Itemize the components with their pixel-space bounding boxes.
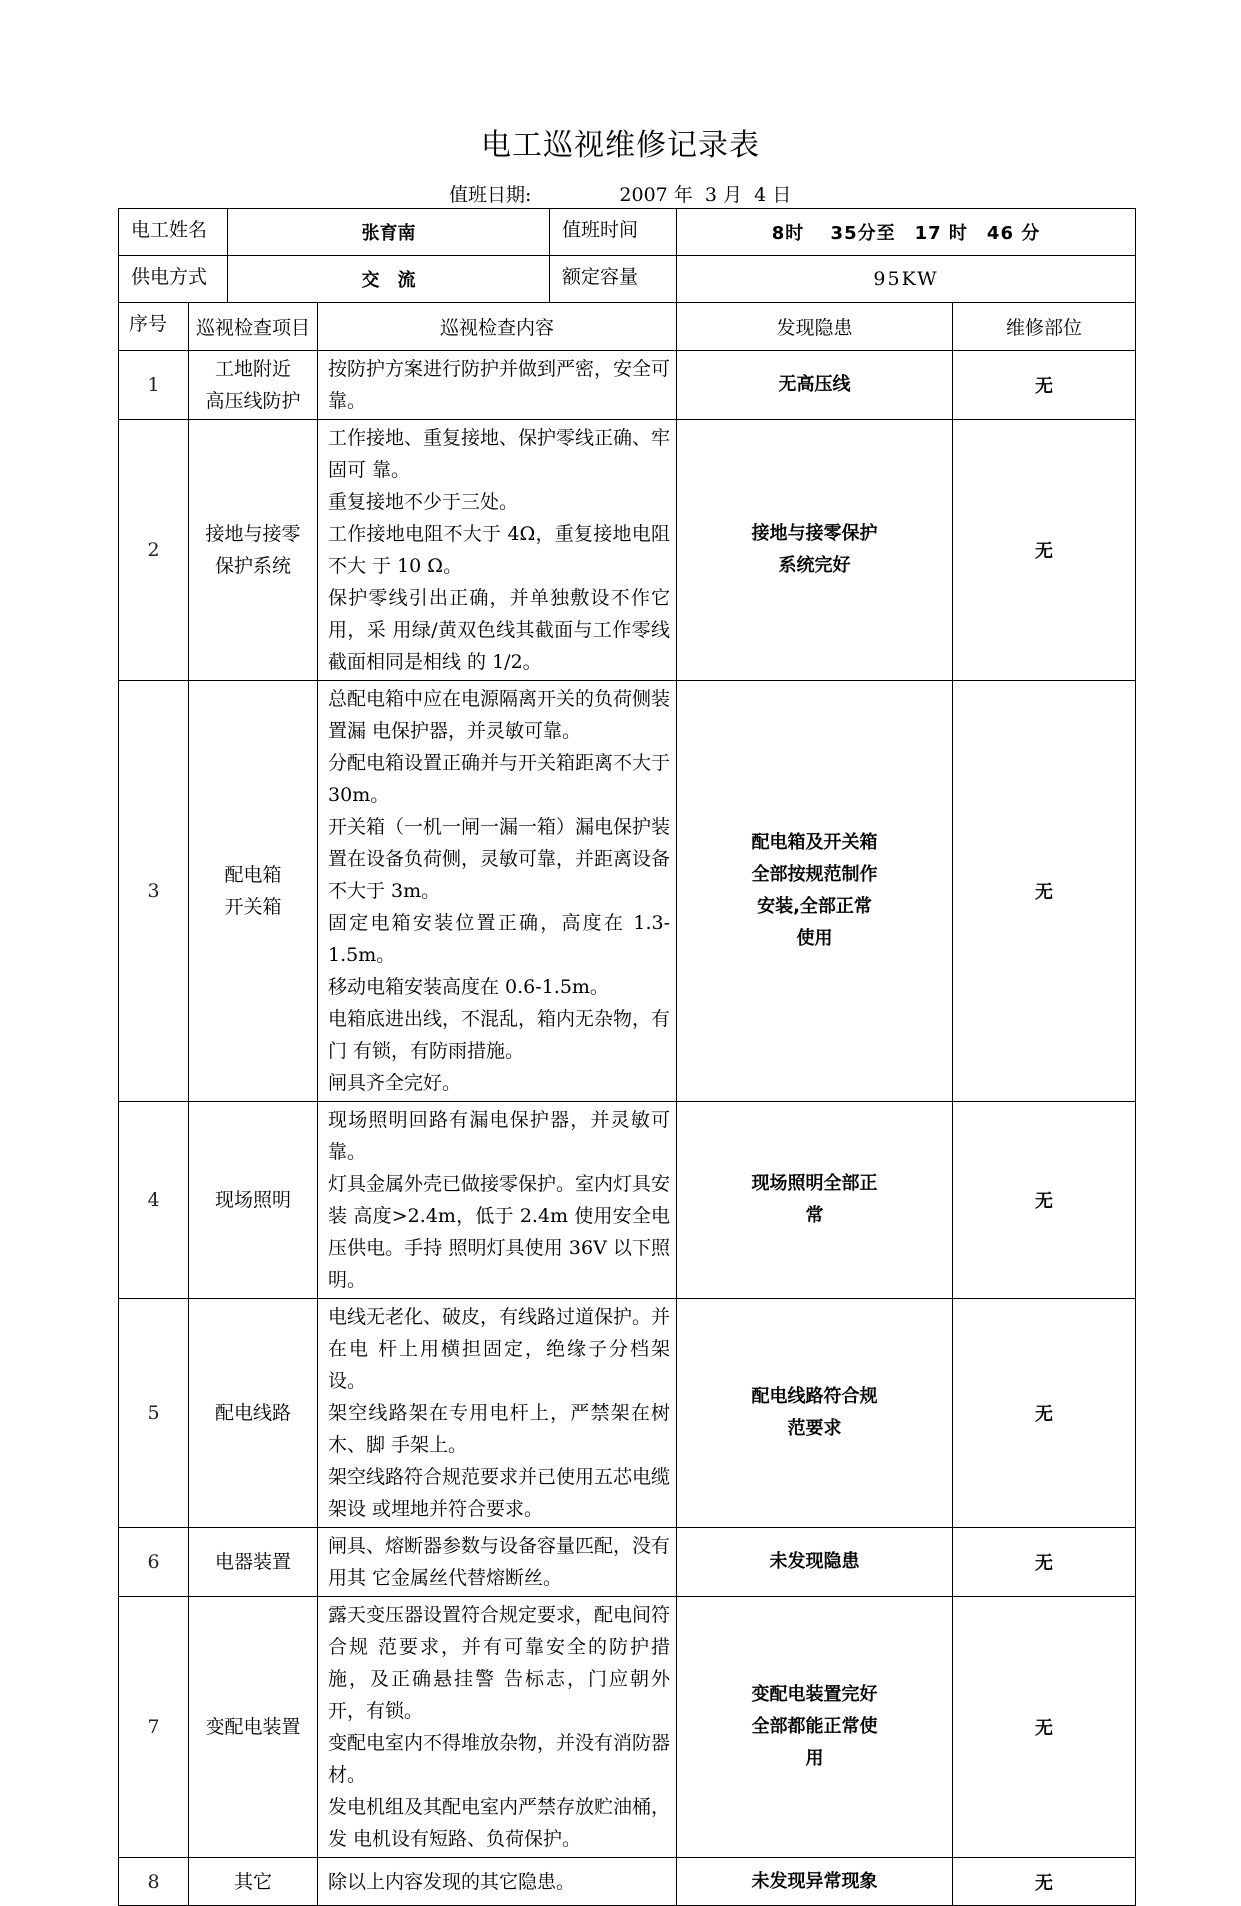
inspection-content-line: 闸具齐全完好。 [328,1072,462,1094]
hazard-found [677,351,953,420]
duty-time-label: 值班时间 [550,209,677,256]
hazard-found-line: 常 [805,1205,824,1226]
inspection-content [318,1858,677,1906]
inspection-content-line: 开关箱（一机一闸一漏一箱）漏电保护装置在设备负荷侧，灵敏可靠，并距离设备不大于 3m。 [328,816,671,902]
inspection-item-line: 现场照明 [215,1189,292,1211]
duty-date-line [449,180,791,207]
repair-location: 无 [953,351,1136,420]
repair-location: 无 [953,420,1136,681]
repair-location: 无 [953,681,1136,1102]
table-row [119,1299,1136,1528]
hazard-found-line: 变配电装置完好 [751,1684,878,1705]
hazard-found [677,681,953,1102]
inspection-content [318,1528,677,1597]
hazard-found-line: 配电线路符合规 [751,1386,878,1407]
inspection-item-line: 配电线路 [215,1402,292,1424]
inspection-item [189,351,318,420]
col-header-item: 巡视检查项目 [189,303,318,351]
col-header-hazard: 发现隐患 [677,303,953,351]
table-row [119,1597,1136,1858]
inspection-content [318,420,677,681]
hazard-found-line: 配电箱及开关箱 [751,832,878,853]
inspection-item [189,420,318,681]
inspection-item [189,1858,318,1906]
page-title: 电工巡视维修记录表 [481,128,760,163]
hazard-found-line: 未发现隐患 [769,1551,860,1572]
repair-location: 无 [953,1102,1136,1299]
hazard-found [677,1597,953,1858]
inspection-content-line: 工作接地电阻不大于 4Ω，重复接地电阻不大 于 10 Ω。 [328,523,671,577]
duty-time-value: 8时 35分至 17 时 46 分 [677,209,1136,256]
hazard-found-line: 用 [805,1748,824,1769]
row-number: 6 [119,1528,189,1597]
inspection-item [189,1102,318,1299]
inspection-item-line: 电器装置 [215,1551,292,1573]
inspection-item [189,1528,318,1597]
inspection-item [189,1597,318,1858]
duty-date-day: 4 [754,184,767,206]
col-header-no: 序号 [119,303,189,351]
inspection-content-line: 工作接地、重复接地、保护零线正确、牢固可 靠。 [328,427,671,481]
inspection-content-line: 移动电箱安装高度在 0.6-1.5m。 [328,976,609,998]
inspection-item-line: 接地与接零 [205,523,301,545]
inspection-item-line: 高压线防护 [205,390,301,412]
hazard-found-line: 范要求 [787,1418,842,1439]
duty-date-label: 值班日期: [449,184,532,206]
duty-date-year-unit: 年 [673,184,693,206]
inspection-content-line: 按防护方案进行防护并做到严密，安全可靠。 [328,358,671,412]
hazard-found [677,1102,953,1299]
duty-date-month-unit: 月 [723,184,743,206]
inspection-content-line: 电箱底进出线，不混乱，箱内无杂物，有门 有锁，有防雨措施。 [328,1008,671,1062]
row-number: 3 [119,681,189,1102]
inspection-content-line: 现场照明回路有漏电保护器，并灵敏可靠。 [328,1109,671,1163]
inspection-content [318,1299,677,1528]
hazard-found-line: 系统完好 [778,555,851,576]
repair-location: 无 [953,1597,1136,1858]
inspection-content-line: 分配电箱设置正确并与开关箱距离不大于 30m。 [328,752,671,806]
inspection-content-line: 发电机组及其配电室内严禁存放贮油桶，发 电机设有短路、负荷保护。 [328,1796,671,1850]
rated-capacity-value: 95KW [677,256,1136,303]
inspection-item [189,1299,318,1528]
row-number: 2 [119,420,189,681]
inspection-content-line: 变配电室内不得堆放杂物，并没有消防器材。 [328,1732,671,1786]
duty-date-month: 3 [704,184,718,206]
inspection-content-line: 固定电箱安装位置正确，高度在 1.3-1.5m。 [328,912,671,966]
hazard-found-line: 使用 [796,928,833,949]
inspection-content-line: 电线无老化、破皮，有线路过道保护。并在电 杆上用横担固定，绝缘子分档架设。 [328,1306,671,1392]
table-row [119,1858,1136,1906]
inspection-item [189,681,318,1102]
inspection-content [318,681,677,1102]
hazard-found-line: 接地与接零保护 [751,523,878,544]
electrician-name-label: 电工姓名 [119,209,228,256]
inspection-content [318,1597,677,1858]
row-number: 7 [119,1597,189,1858]
row-number: 1 [119,351,189,420]
power-supply-label: 供电方式 [119,256,228,303]
inspection-item-line: 配电箱 [224,864,282,886]
hazard-found-line: 安装,全部正常 [757,896,872,917]
inspection-item-line: 工地附近 [215,358,292,380]
row-number: 8 [119,1858,189,1906]
inspection-content [318,1102,677,1299]
hazard-found-line: 无高压线 [778,374,851,395]
hazard-found [677,1299,953,1528]
inspection-item-line: 变配电装置 [205,1716,301,1738]
inspection-content-line: 闸具、熔断器参数与设备容量匹配，没有用其 它金属丝代替熔断丝。 [328,1535,671,1589]
inspection-content-line: 除以上内容发现的其它隐患。 [328,1870,576,1893]
hazard-found-line: 全部按规范制作 [751,864,878,885]
inspection-content-line: 保护零线引出正确，并单独敷设不作它用，采 用绿/黄双色线其截面与工作零线截面相同是相线 的 1/2。 [328,587,671,673]
inspection-item-line: 开关箱 [224,896,282,918]
row-number: 5 [119,1299,189,1528]
repair-location: 无 [953,1299,1136,1528]
table-row [119,1528,1136,1597]
table-row [119,351,1136,420]
hazard-found [677,1528,953,1597]
table-row [119,420,1136,681]
repair-location: 无 [953,1858,1136,1906]
hazard-found [677,1858,953,1906]
duty-date-year: 2007 [619,184,668,206]
inspection-content-line: 露天变压器设置符合规定要求，配电间符合规 范要求，并有可靠安全的防护措施，及正确悬挂警 告标志，门应朝外开，有锁。 [328,1604,671,1722]
electrician-name-value: 张育南 [228,209,550,256]
inspection-content-line: 重复接地不少于三处。 [328,491,519,513]
inspection-content-line: 总配电箱中应在电源隔离开关的负荷侧装置漏 电保护器，并灵敏可靠。 [328,688,671,742]
inspection-item-line: 保护系统 [215,555,292,577]
rated-capacity-label: 额定容量 [550,256,677,303]
hazard-found-line: 未发现异常现象 [751,1870,878,1892]
col-header-repair: 维修部位 [953,303,1136,351]
hazard-found [677,420,953,681]
table-row [119,1102,1136,1299]
row-number: 4 [119,1102,189,1299]
table-row [119,681,1136,1102]
inspection-table [118,208,1136,1906]
hazard-found-line: 现场照明全部正 [751,1173,878,1194]
inspection-item-line: 其它 [234,1870,273,1893]
col-header-content: 巡视检查内容 [318,303,677,351]
duty-date-day-unit: 日 [772,184,792,206]
power-supply-value: 交 流 [228,256,550,303]
inspection-content-line: 架空线路架在专用电杆上，严禁架在树木、脚 手架上。 [328,1402,671,1456]
inspection-content-line: 架空线路符合规范要求并已使用五芯电缆架设 或埋地并符合要求。 [328,1466,671,1520]
inspection-content-line: 灯具金属外壳已做接零保护。室内灯具安装 高度>2.4m，低于 2.4m 使用安全电压供电。手持 照明灯具使用 36V 以下照明。 [328,1173,671,1291]
inspection-content [318,351,677,420]
repair-location: 无 [953,1528,1136,1597]
hazard-found-line: 全部都能正常使 [751,1716,878,1737]
